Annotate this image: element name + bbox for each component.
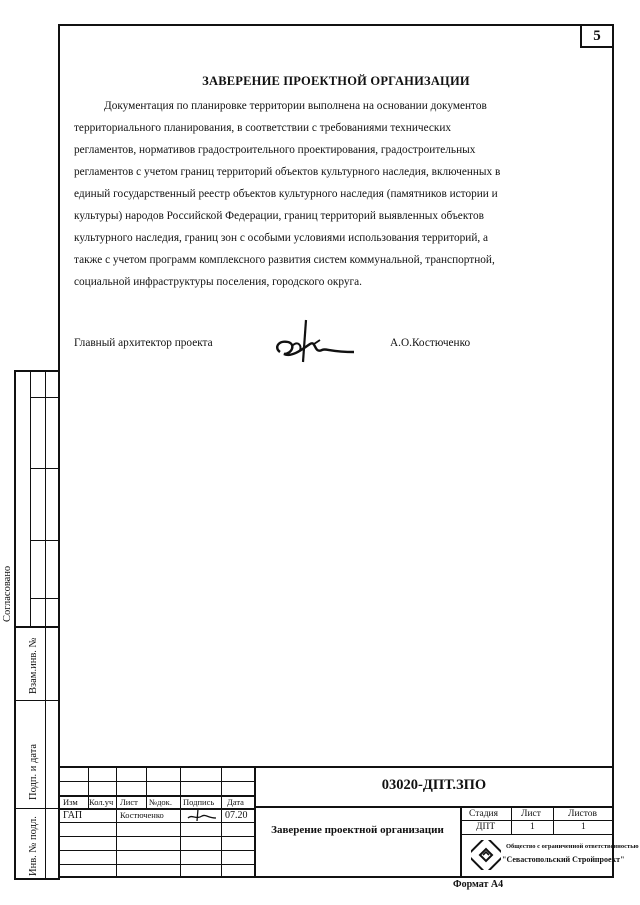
body-line: Документация по планировке территории выполнена на основании документов — [104, 100, 487, 112]
company-logo-icon — [471, 840, 501, 870]
row-surname: Костюченко — [120, 810, 164, 820]
body-line: культурного наследия, границ зон с особыми условиями использования территорий, а — [74, 232, 489, 244]
row-date: 07.20 — [225, 810, 248, 821]
body-text — [74, 95, 574, 293]
sheet-label: Лист — [521, 809, 541, 819]
title-block-doc-name: Заверение проектной организации — [271, 824, 444, 836]
replace-inv-label: Взам.инв. № — [28, 637, 39, 694]
header-ndoc: №док. — [149, 797, 172, 807]
signatory-role: Главный архитектор проекта — [74, 337, 213, 349]
signature-image — [270, 318, 360, 364]
row-role: ГАП — [63, 810, 83, 821]
agreed-strip — [14, 370, 60, 628]
body-line: регламентов, нормативов градостроительного проектирования, градостроительных — [74, 144, 476, 156]
body-line: единый государственный реестр объектов культурного наследия (памятников истории и — [74, 188, 498, 200]
sheets-value: 1 — [581, 822, 586, 832]
paper-format: Формат А4 — [453, 879, 504, 890]
header-kolvo: Кол.уч — [89, 797, 114, 807]
sheet-value: 1 — [530, 822, 535, 832]
signatory-name: А.О.Костюченко — [390, 337, 471, 349]
body-line: регламентов с учетом границ территорий объектов культурного наследия, включенных в — [74, 166, 501, 178]
stage-label: Стадия — [469, 809, 498, 819]
body-line: социальной инфраструктуры поселения, городского округа. — [74, 276, 362, 288]
document-code: 03020-ДПТ.ЗПО — [381, 777, 487, 793]
inv-no-label: Инв. № подл. — [28, 816, 39, 876]
stage-value: ДПТ — [476, 822, 496, 832]
header-data: Дата — [227, 797, 244, 807]
sheet-number: 5 — [580, 26, 612, 48]
body-line: также с учетом программ комплексного развития систем коммунальной, транспортной, — [74, 254, 495, 266]
org-line2: "Севастопольский Стройпроект" — [502, 855, 625, 864]
document-title: ЗАВЕРЕНИЕ ПРОЕКТНОЙ ОРГАНИЗАЦИИ — [202, 74, 470, 88]
agreed-label: Согласовано — [2, 565, 13, 622]
header-podpis: Подпись — [183, 797, 215, 807]
header-list: Лист — [120, 797, 138, 807]
org-line1: Общество с ограниченной ответственностью — [506, 843, 639, 850]
body-line: культуры) народов Российской Федерации, границ территорий выявленных объектов — [74, 210, 484, 222]
body-line: территориального планирования, в соответствии с требованиями технических — [74, 122, 452, 134]
header-izm: Изм — [63, 797, 78, 807]
sheets-label: Листов — [568, 809, 598, 819]
sign-date-label: Подп. и дата — [28, 743, 39, 800]
mini-signature — [184, 808, 218, 822]
